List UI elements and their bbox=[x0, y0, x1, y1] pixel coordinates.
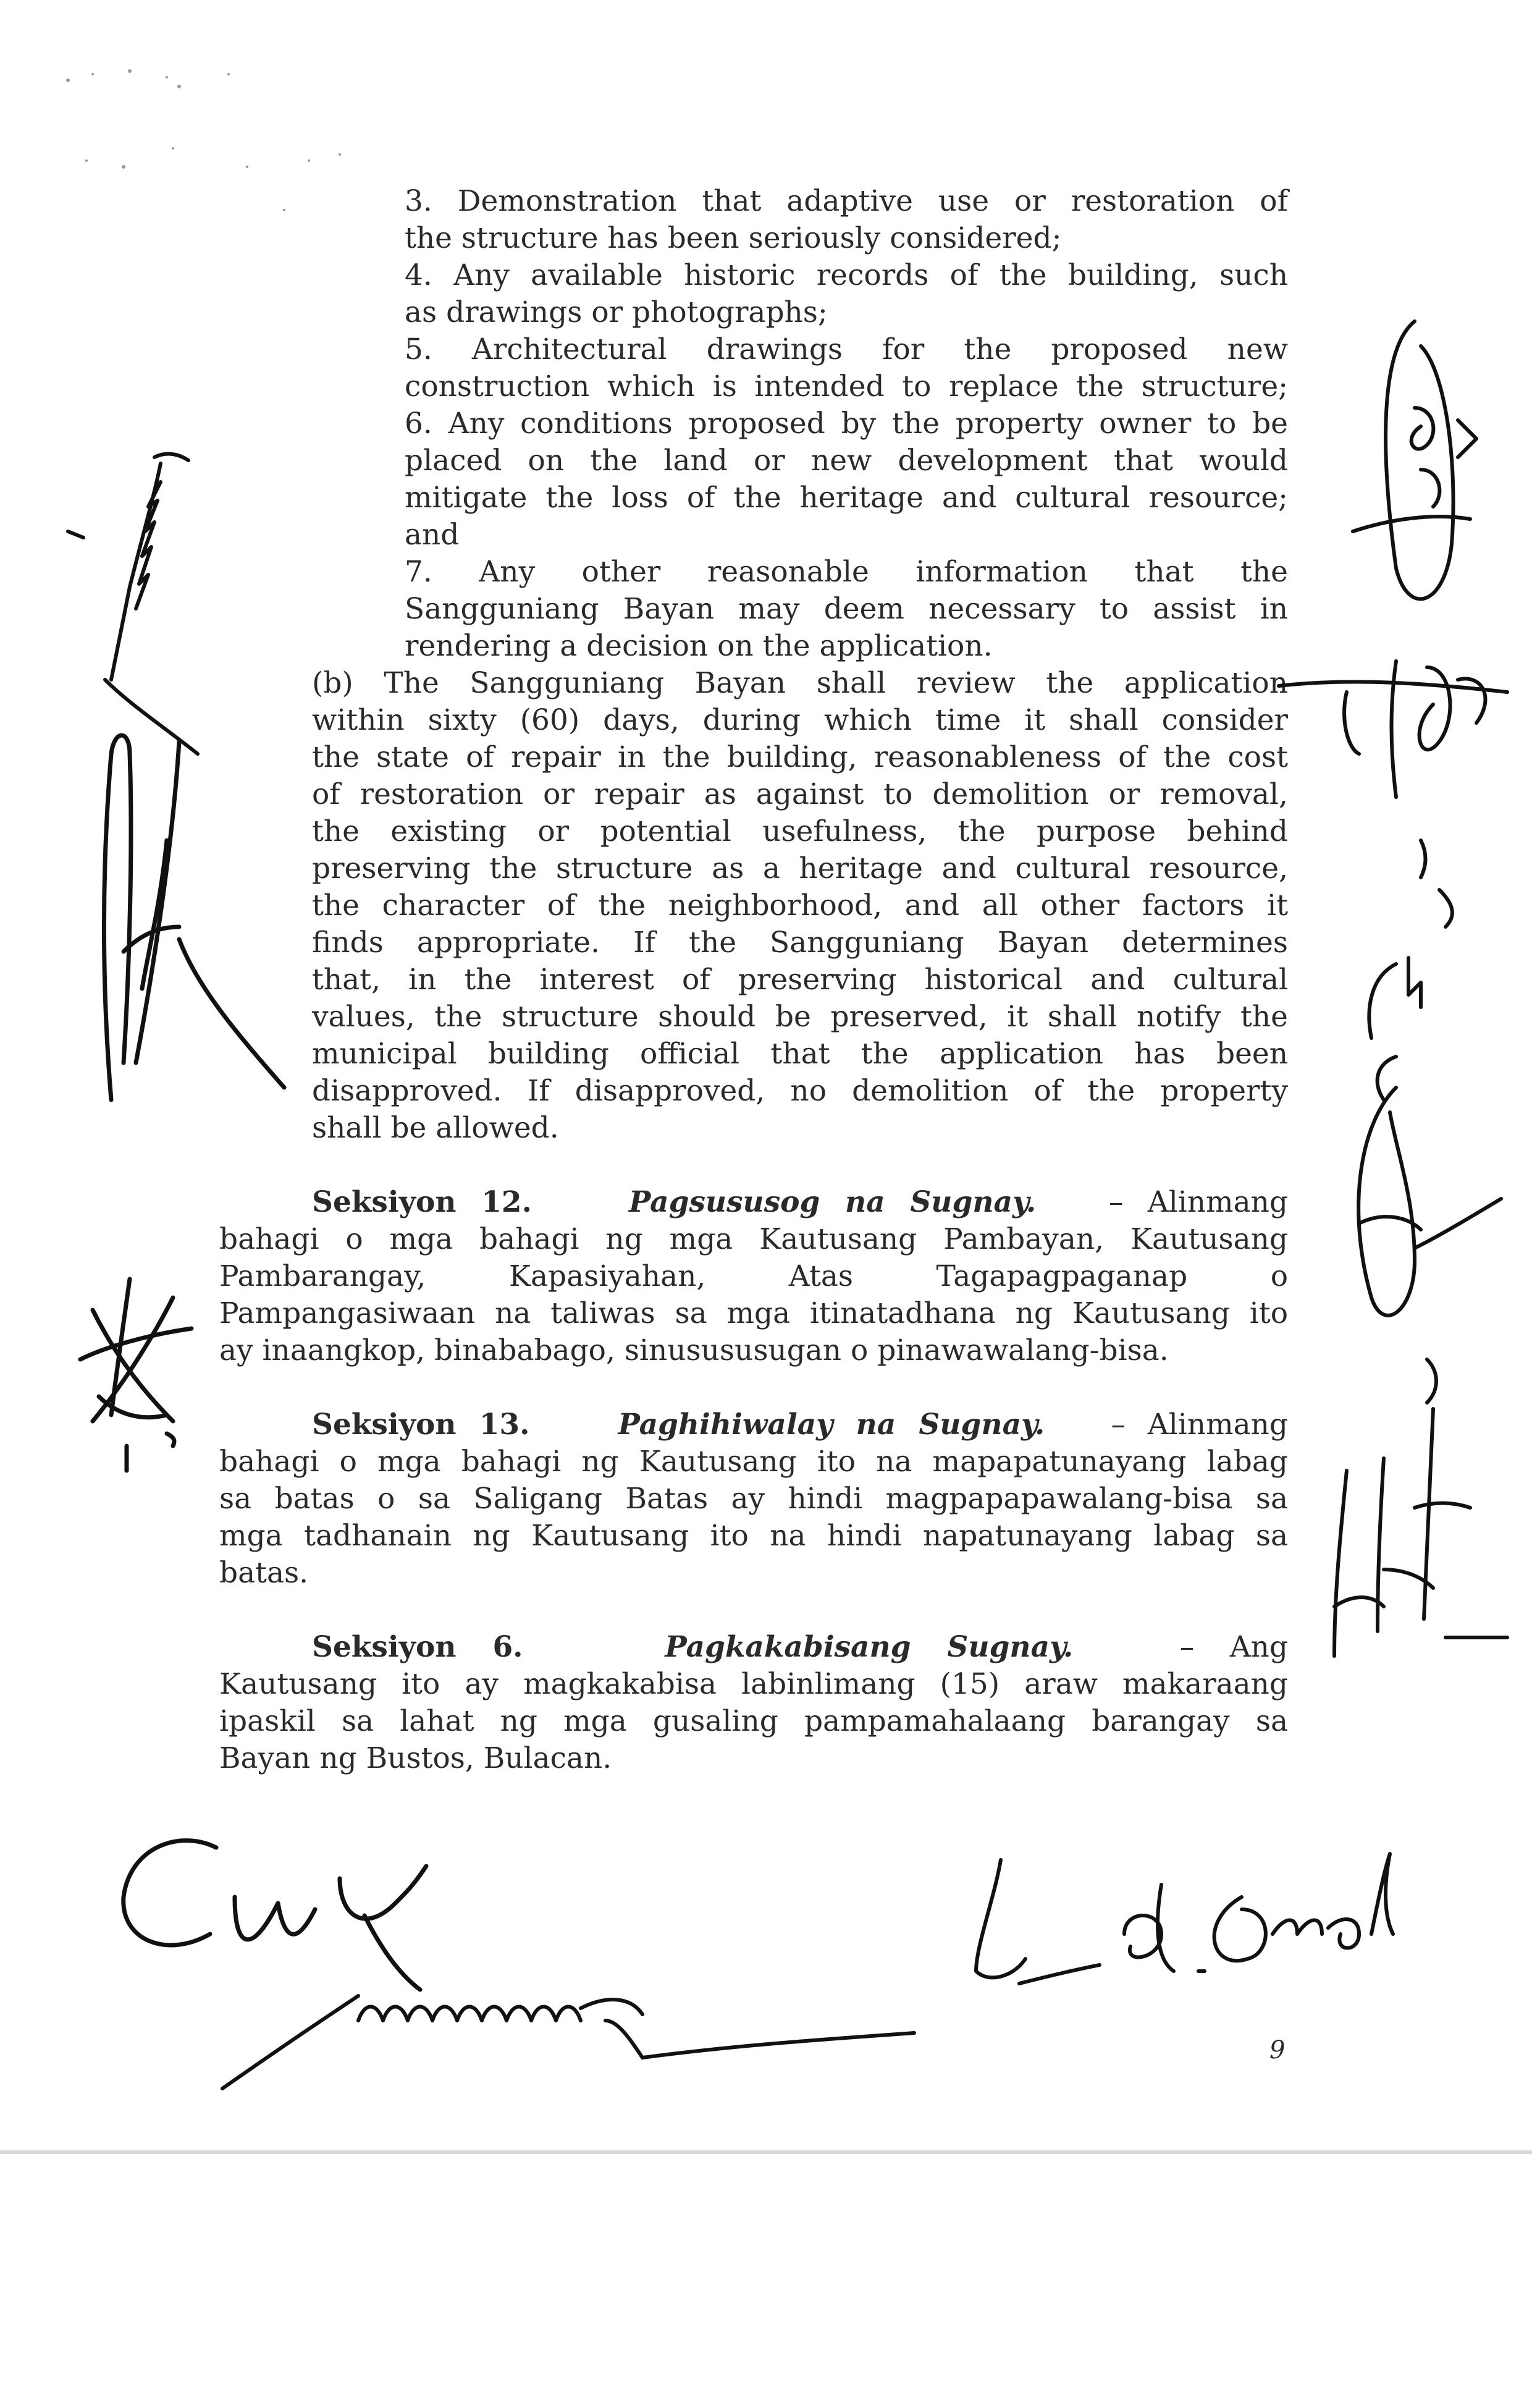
signature-left-margin-2 bbox=[86, 717, 297, 1112]
list-item-6: 6. Any conditions proposed by the property owner to be placed on the land or new development that would mitigate the loss of the heritage and cultural resource; and bbox=[405, 407, 1288, 552]
page-number: 9 bbox=[1269, 2036, 1286, 2064]
signature-right-margin-4 bbox=[1322, 1075, 1507, 1335]
scan-specks bbox=[49, 56, 371, 216]
signature-right-margin-5 bbox=[1322, 1347, 1507, 1668]
signature-right-margin-2 bbox=[1273, 655, 1507, 803]
paragraph-b: (b) The Sangguniang Bayan shall review the application within sixty (60) days, during which time it shall consider the state of repair in the building, reasonableness of the cost of restoration or repair as against to demolition or removal, the existing or potential usefulness, the purpose behind preserving the structure as a heritage and cultural resource, the character of the neighborhood, and all other factors it finds appropriate. If the Sangguniang Bayan determines that, in the interest of preserving historical and cultural values, the structure should be preserved, it shall notify the municipal building official that the application has been disapproved. If disapproved, no demolition of the property shall be allowed. bbox=[312, 666, 1288, 1145]
list-item-5: 5. Architectural drawings for the proposed new construction which is intended to replace the structure; bbox=[405, 332, 1288, 403]
section-6-heading: Seksiyon 6. Pagkakabisang Sugnay. – Ang bbox=[312, 1630, 1289, 1664]
section-6: Seksiyon 6. Pagkakabisang Sugnay. – Ang Kautusang ito ay magkakabisa labinlimang (15) araw makaraang ipaskil sa lahat ng mga gusaling pampamahalaang barangay sa Bayan ng Bustos, Bulacan. bbox=[219, 1630, 1289, 1775]
page-bottom-edge bbox=[0, 2150, 1532, 2154]
list-item-4: 4. Any available historic records of the building, such as drawings or photographs; bbox=[405, 258, 1288, 329]
signature-right-margin-3 bbox=[1347, 822, 1470, 1106]
section-13: Seksiyon 13. Paghihiwalay na Sugnay. – Alinmang bahagi o mga bahagi ng Kautusang ito na mapapatunayang labag sa batas o sa Saligang Batas ay hindi magpapapawalang-bisa sa mga tadhanain ng Kautusang ito na hindi napatunayang labag sa batas. bbox=[219, 1408, 1289, 1590]
section-13-heading: Seksiyon 13. Paghihiwalay na Sugnay. – Alinmang bbox=[312, 1408, 1289, 1442]
signature-bottom-right bbox=[951, 1848, 1396, 2008]
signature-right-margin-1 bbox=[1328, 309, 1489, 630]
signature-left-margin-3 bbox=[68, 1273, 210, 1471]
list-item-3: 3. Demonstration that adaptive use or restoration of the structure has been seriously considered; bbox=[405, 184, 1288, 255]
section-12: Seksiyon 12. Pagsususog na Sugnay. – Alinmang bahagi o mga bahagi ng mga Kautusang Pambayan, Kautusang Pambarangay, Kapasiyahan, Atas Tagapagpaganap o Pampangasiwaan na taliwas sa mga itinatadhana ng Kautusang ito ay inaangkop, binababago, sinusususugan o pinawawalang-bisa. bbox=[219, 1185, 1289, 1367]
section-12-heading: Seksiyon 12. Pagsususog na Sugnay. – Alinmang bbox=[312, 1185, 1289, 1219]
signature-bottom-left-2 bbox=[210, 1946, 939, 2095]
list-item-7: 7. Any other reasonable information that the Sangguniang Bayan may deem necessary to assist in rendering a decision on the application. bbox=[405, 555, 1288, 663]
